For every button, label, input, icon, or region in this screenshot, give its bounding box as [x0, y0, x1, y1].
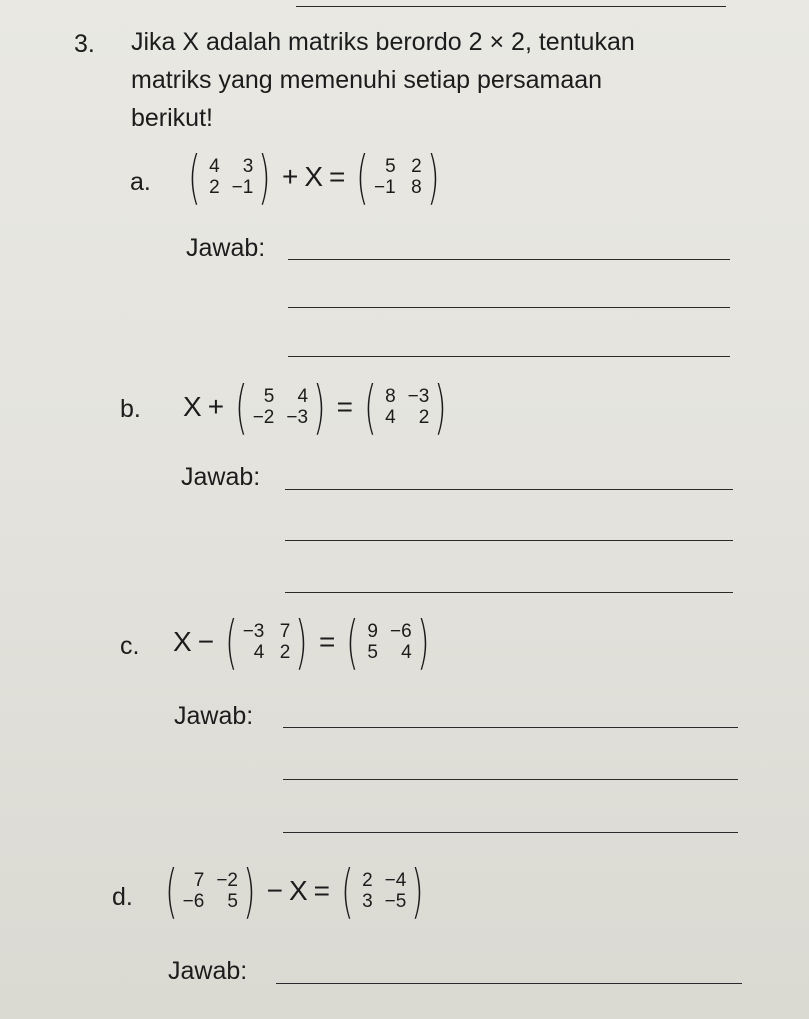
part-a-answer-line-1[interactable] [288, 259, 730, 260]
part-d-x: X [288, 875, 308, 906]
top-rule [296, 6, 726, 7]
part-a-label: a. [130, 168, 151, 196]
part-a-jawab-label: Jawab: [186, 234, 266, 262]
part-c-matrix-right: ( 9 −6 5 4 ) [346, 608, 430, 676]
part-c-label: c. [120, 632, 140, 660]
part-c-answer-line-3[interactable] [283, 832, 738, 833]
question-line-3: berikut! [131, 104, 213, 132]
part-d-matrix-right: ( 2 −4 3 −5 ) [341, 857, 424, 925]
part-b-matrix-left: ( 5 4 −2 −3 ) [235, 373, 326, 441]
part-c-answer-line-2[interactable] [283, 779, 738, 780]
part-b-jawab-label: Jawab: [181, 463, 261, 491]
part-a-answer-line-3[interactable] [288, 356, 730, 357]
part-d-equals: = [313, 875, 331, 906]
part-a-equation [183, 143, 444, 211]
part-a-matrix-left: ( 4 3 2 −1 ) [188, 143, 271, 211]
part-c-equals: = [319, 626, 336, 657]
part-d-jawab-label: Jawab: [168, 957, 248, 985]
part-d-minus: − [266, 875, 283, 906]
part-a-answer-line-2[interactable] [288, 307, 730, 308]
question-line-2: matriks yang memenuhi setiap persamaan [131, 66, 603, 94]
question-text [131, 23, 771, 137]
question-line-1: Jika X adalah matriks berordo 2 × 2, tentukan [131, 28, 635, 56]
part-c-x: X [173, 626, 192, 657]
part-d-matrix-left: ( 7 −2 −6 5 ) [165, 857, 256, 925]
part-d-label: d. [112, 883, 133, 911]
part-d-equation [160, 857, 429, 925]
part-b-label: b. [120, 395, 141, 423]
question-number: 3. [74, 30, 95, 58]
part-c-jawab-label: Jawab: [174, 702, 254, 730]
part-a-x: X [304, 161, 323, 192]
part-b-matrix-right: ( 8 −3 4 2 ) [364, 373, 447, 441]
part-b-equals: = [336, 391, 354, 422]
part-b-equation [183, 373, 452, 441]
part-b-answer-line-3[interactable] [285, 592, 733, 593]
part-a-matrix-right: ( 5 2 −1 8 ) [356, 143, 440, 211]
part-c-minus: − [197, 626, 215, 657]
part-b-answer-line-2[interactable] [285, 540, 733, 541]
part-a-equals: = [329, 161, 346, 192]
part-d-answer-line-1[interactable] [276, 983, 742, 984]
part-c-matrix-left: ( −3 7 4 2 ) [225, 608, 308, 676]
part-c-equation [173, 608, 434, 676]
part-a-plus: + [281, 161, 299, 192]
part-c-answer-line-1[interactable] [283, 727, 738, 728]
part-b-x: X [183, 391, 202, 422]
part-b-plus: + [207, 391, 225, 422]
part-b-answer-line-1[interactable] [285, 489, 733, 490]
